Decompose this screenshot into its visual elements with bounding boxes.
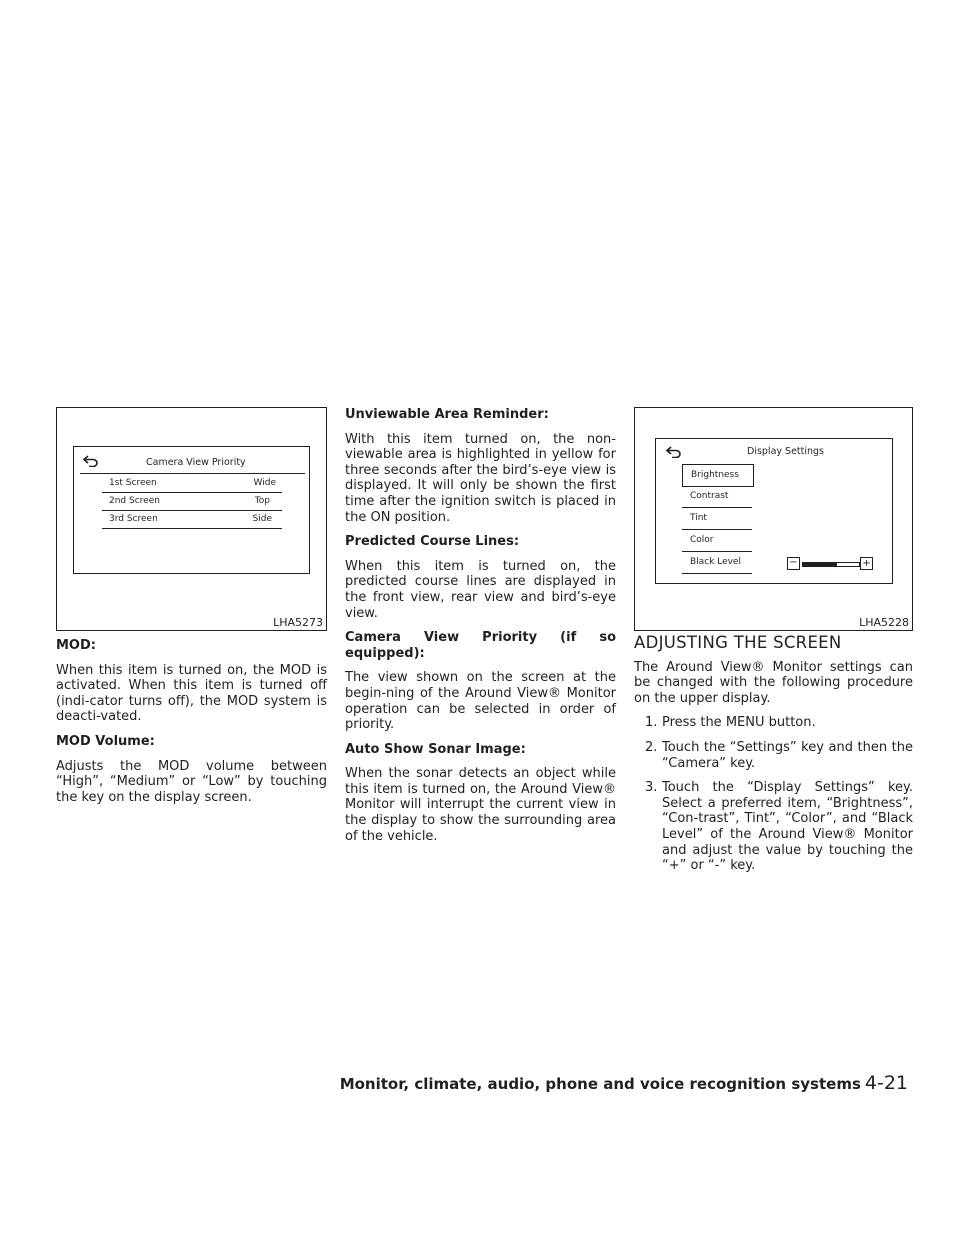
minus-label: − (789, 557, 798, 568)
sonar-text: When the sonar detects an object while this item is turned on, the Around View® Monitor will interrupt the current view in the display to show the surrounding area of the vehicle. (345, 766, 616, 844)
step-number: 2. (645, 739, 658, 755)
setting-item-black-level[interactable] (682, 552, 752, 574)
item-label: Tint (690, 513, 707, 523)
step-item (634, 740, 913, 771)
item-label: Contrast (690, 491, 729, 501)
camera-priority-text: The view shown on the screen at the begin-ning of the Around View® Monitor operation can be selected in order of priority. (345, 670, 616, 733)
slider-fill (803, 563, 837, 566)
mod-volume-text: Adjusts the MOD volume between “High”, “Medium” or “Low” by touching the key on the display screen. (56, 758, 327, 805)
step-item (634, 715, 913, 731)
predicted-heading: Predicted Course Lines: (345, 534, 520, 550)
steps-list (634, 715, 913, 873)
setting-item-tint[interactable] (682, 508, 752, 530)
step-text: Touch the “Settings” key and then the “Camera” key. (662, 739, 913, 771)
mod-text: When this item is turned on, the MOD is activated. When this item is turned off (indi-cator turns off), the MOD system is deacti-vated. (56, 662, 327, 725)
priority-row-2[interactable] (102, 493, 282, 511)
chapter-title: Monitor, climate, audio, phone and voice recognition systems (339, 1075, 861, 1093)
priority-row-1[interactable] (102, 475, 282, 493)
mod-heading: MOD: (56, 638, 96, 653)
back-arrow-icon[interactable] (83, 455, 99, 467)
row-value: Side (252, 514, 272, 524)
title-divider (80, 473, 305, 474)
page-footer (340, 1072, 908, 1094)
setting-item-color[interactable] (682, 530, 752, 552)
sonar-heading: Auto Show Sonar Image: (345, 741, 526, 757)
item-label: Brightness (691, 470, 739, 480)
step-text: Press the MENU button. (662, 715, 816, 731)
screen-title: Camera View Priority (146, 457, 246, 468)
step-number: 1. (645, 715, 658, 731)
column-3 (634, 635, 913, 874)
setting-item-contrast[interactable] (682, 486, 752, 508)
row-label: 3rd Screen (109, 514, 158, 524)
back-arrow-icon[interactable] (666, 446, 682, 458)
plus-button[interactable] (860, 557, 873, 570)
figure-code: LHA5273 (273, 616, 323, 629)
figure-code: LHA5228 (859, 616, 909, 629)
screen-camera-view-priority (73, 446, 310, 574)
column-2 (345, 398, 616, 844)
predicted-text: When this item is turned on, the predicted course lines are displayed in the front view, rear view and bird’s-eye view. (345, 558, 616, 621)
column-1 (56, 629, 327, 805)
step-number: 3. (645, 780, 658, 796)
row-label: 1st Screen (109, 478, 157, 488)
priority-row-3[interactable] (102, 511, 282, 529)
screen-title: Display Settings (747, 446, 825, 457)
slider-track[interactable] (802, 562, 860, 567)
step-text: Touch the “Display Settings” key. Select a preferred item, “Brightness”, “Con-trast”, Tint”, “Color”, and “Black Level” of the Around View® Monitor and adjust the value by touching the “+” or “-” key. (662, 780, 913, 874)
unviewable-text: With this item turned on, the non-viewable area is highlighted in yellow for three seconds after the bird’s-eye view is displayed. It will only be shown the first time after the ignition switch is placed in the ON position. (345, 431, 616, 525)
row-value: Wide (253, 478, 276, 488)
item-label: Color (690, 535, 714, 545)
screen-display-settings (655, 438, 893, 584)
section-title: ADJUSTING THE SCREEN (634, 633, 842, 652)
intro-text: The Around View® Monitor settings can be changed with the following procedure on the upper display. (634, 659, 913, 706)
page-number: 4-21 (864, 1072, 908, 1094)
figure-display-settings (634, 407, 913, 631)
item-label: Black Level (690, 557, 741, 567)
row-label: 2nd Screen (109, 496, 160, 506)
figure-camera-view-priority (56, 407, 327, 631)
setting-item-brightness[interactable] (682, 464, 754, 487)
minus-button[interactable] (787, 557, 800, 570)
row-value: Top (254, 496, 270, 506)
plus-label: + (862, 558, 871, 569)
mod-volume-heading: MOD Volume: (56, 733, 155, 749)
unviewable-heading: Unviewable Area Reminder: (345, 407, 549, 422)
step-item (634, 780, 913, 874)
camera-priority-heading: Camera View Priority (if so equipped): (345, 630, 616, 661)
